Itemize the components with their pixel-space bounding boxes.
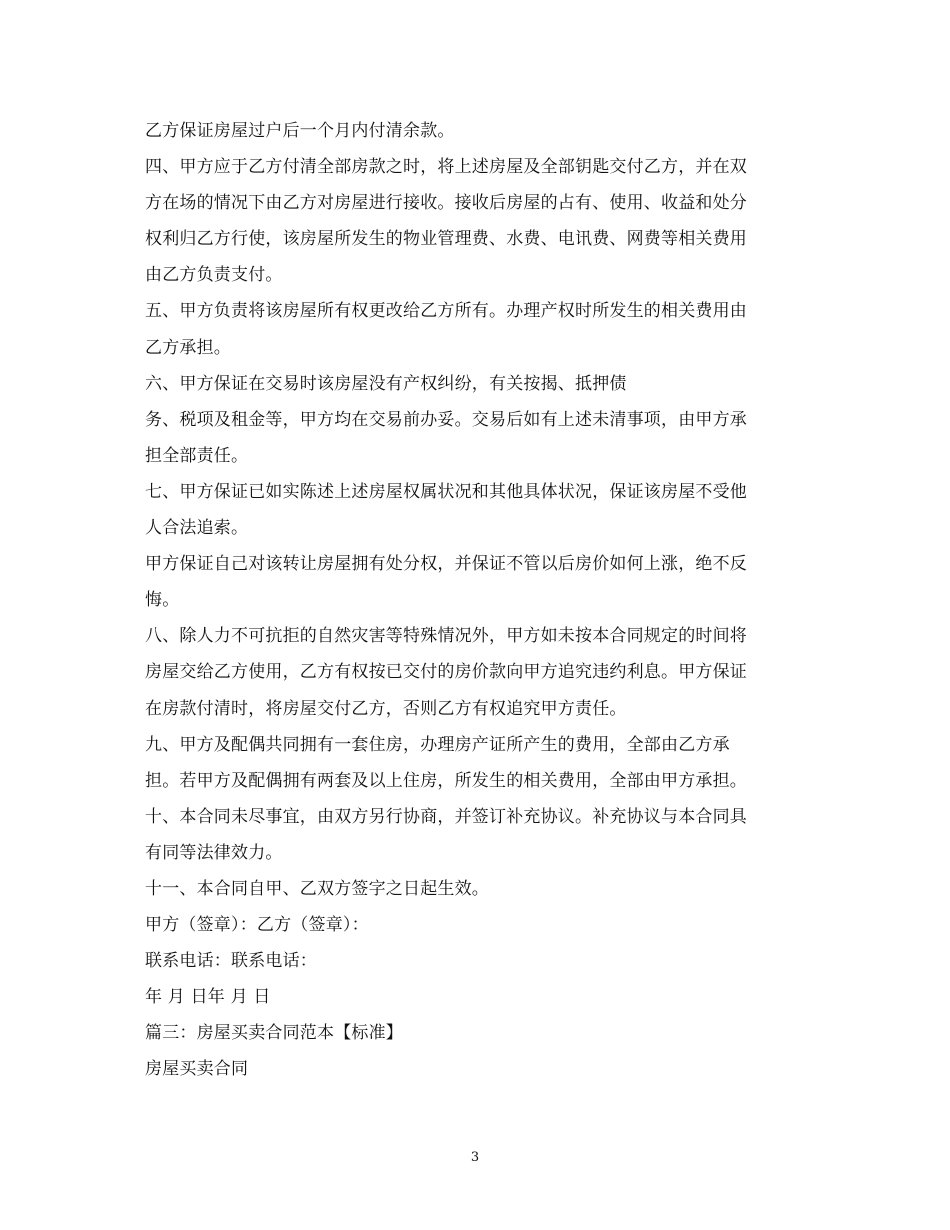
text-line-19: 担。若甲方及配偶拥有两套及以上住房，所发生的相关费用，全部由甲方承担。 [145,770,747,791]
signature-line: 甲方（签章）：乙方（签章）： [145,915,369,936]
page-number: 3 [470,1150,480,1165]
contact-phone-line: 联系电话：联系电话： [145,951,317,972]
text-line-16: 房屋交给乙方使用，乙方有权按已交付的房价款向甲方追究违约利息。甲方保证 [145,662,747,683]
text-line-5: 由乙方负责支付。 [145,265,283,286]
document-body [145,113,805,1088]
text-line-13: 甲方保证自己对该转让房屋拥有处分权，并保证不管以后房价如何上涨，绝不反 [145,554,747,575]
text-line-21: 有同等法律效力。 [145,842,283,863]
date-line: 年 月 日年 月 日 [145,987,271,1008]
text-line-22: 十一、本合同自甲、乙双方签字之日起生效。 [145,878,489,899]
text-line-14: 悔。 [145,590,180,611]
text-line-17: 在房款付清时，将房屋交付乙方，否则乙方有权追究甲方责任。 [145,698,627,719]
text-line-9: 务、税项及租金等，甲方均在交易前办妥。交易后如有上述未清事项，由甲方承 [145,409,747,430]
text-line-10: 担全部责任。 [145,445,249,466]
text-line-12: 人合法追索。 [145,518,249,539]
text-line-15: 八、除人力不可抗拒的自然灾害等特殊情况外，甲方如未按本合同规定的时间将 [145,626,747,647]
text-line-1: 乙方保证房屋过户后一个月内付清余款。 [145,121,455,141]
text-line-11: 七、甲方保证已如实陈述上述房屋权属状况和其他具体状况，保证该房屋不受他 [145,481,747,502]
section-heading: 篇三：房屋买卖合同范本【标准】 [145,1023,403,1044]
text-line-18: 九、甲方及配偶共同拥有一套住房，办理房产证所产生的费用，全部由乙方承 [145,734,730,755]
text-line-8: 六、甲方保证在交易时该房屋没有产权纠纷，有关按揭、抵押债 [145,373,627,394]
text-line-7: 乙方承担。 [145,337,231,358]
text-line-6: 五、甲方负责将该房屋所有权更改给乙方所有。办理产权时所发生的相关费用由 [145,301,747,322]
text-line-4: 权利归乙方行使，该房屋所发生的物业管理费、水费、电讯费、网费等相关费用 [145,229,747,250]
text-line-20: 十、本合同未尽事宜，由双方另行协商，并签订补充协议。补充协议与本合同具 [145,806,747,827]
text-line-3: 方在场的情况下由乙方对房屋进行接收。接收后房屋的占有、使用、收益和处分 [145,193,747,214]
contract-title: 房屋买卖合同 [145,1059,249,1080]
text-line-2: 四、甲方应于乙方付清全部房款之时，将上述房屋及全部钥匙交付乙方，并在双 [145,157,747,178]
